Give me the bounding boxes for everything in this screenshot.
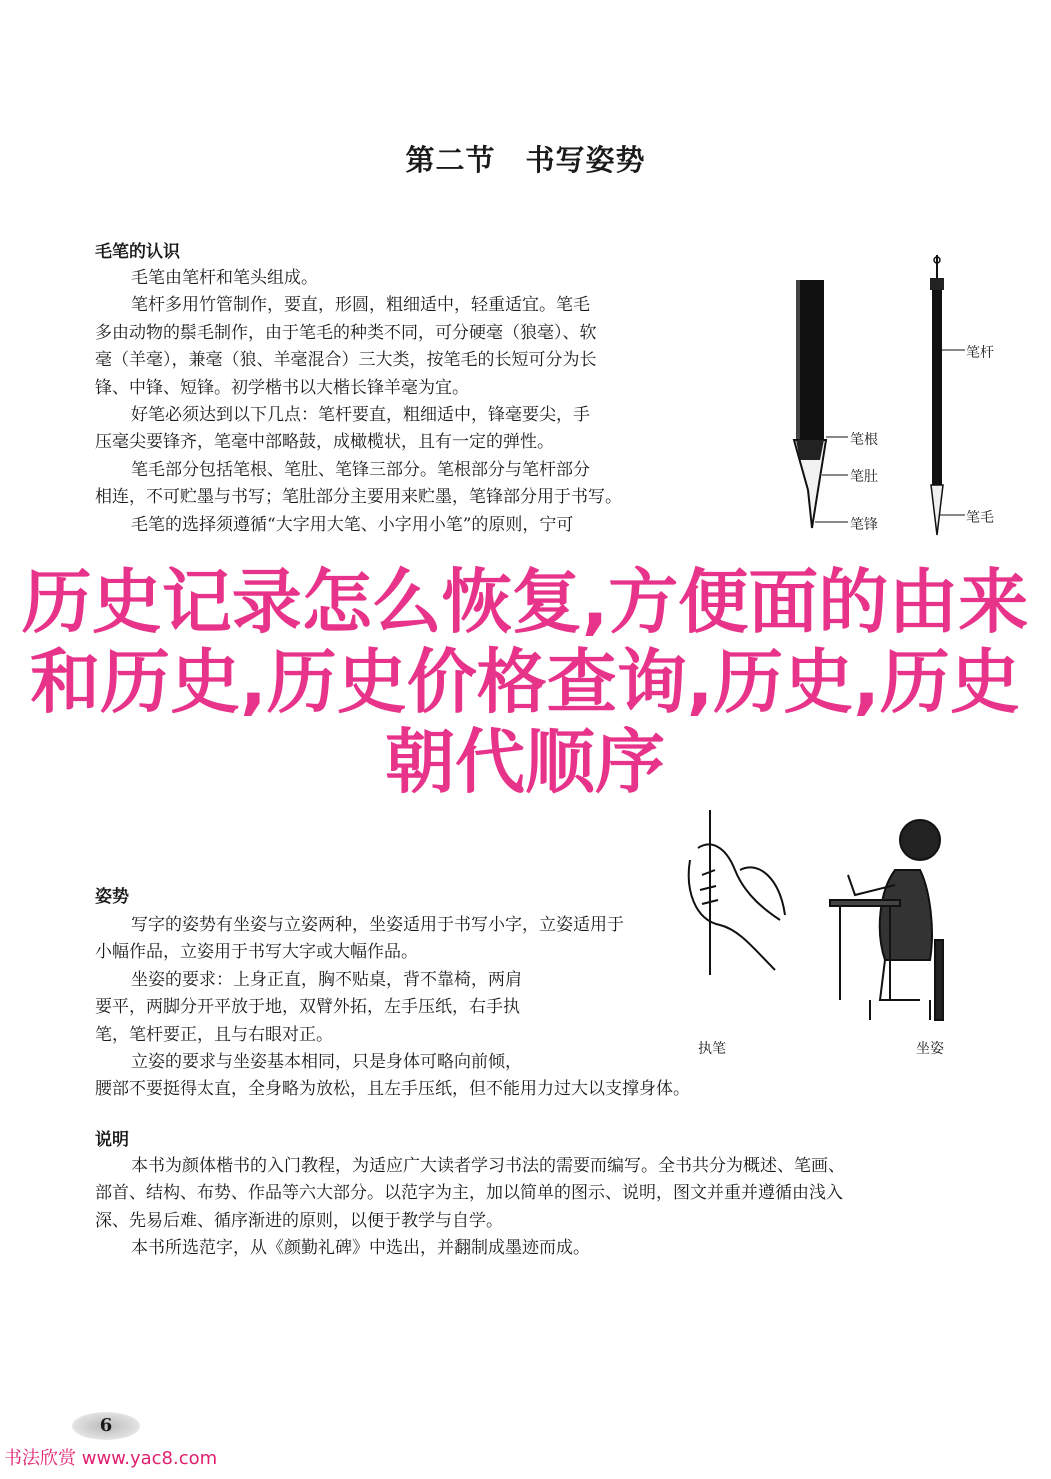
label-hold: 执笔 [698, 1041, 726, 1057]
paragraph-line: 本书为颜体楷书的入门教程，为适应广大读者学习书法的需要而编写。全书共分为概述、笔画、 [131, 1156, 845, 1176]
paragraph-line: 笔毛部分包括笔根、笔肚、笔锋三部分。笔根部分与笔杆部分 [131, 459, 590, 480]
page-number [72, 1412, 140, 1440]
paragraph-line: 坐姿的要求：上身正直，胸不贴桌，背不靠椅，两肩 [131, 969, 522, 990]
brush-heading: 毛笔的认识 [95, 242, 180, 262]
paragraph-line: 小幅作品，立姿用于书写大字或大幅作品。 [95, 942, 418, 963]
watermark: 书法欣赏 www.yac8.com [4, 1448, 218, 1469]
paragraph-line: 毫（羊毫），兼毫（狼、羊毫混合）三大类，按笔毛的长短可分为长 [95, 350, 597, 371]
large-brush-drawing [794, 280, 826, 528]
label-belly: 笔肚 [850, 469, 878, 485]
paragraph-line: 要平，两脚分开平放于地，双臂外拓，左手压纸，右手执 [95, 997, 520, 1018]
thin-brush-drawing [930, 255, 944, 535]
paragraph-line: 部首、结构、布势、作品等六大部分。以范字为主，加以简单的图示、说明，图文并重并遵循由浅入 [95, 1183, 843, 1204]
overlay-headline: 历史记录怎么恢复,方便面的由来和历史,历史价格查询,历史,历史朝代顺序 [21, 561, 1029, 803]
hand-holding-brush-drawing [689, 810, 785, 975]
notes-heading: 说明 [95, 1130, 129, 1150]
paragraph-line: 毛笔由笔杆和笔头组成。 [131, 268, 318, 288]
paragraph-line: 立姿的要求与坐姿基本相同，只是身体可略向前倾， [131, 1052, 522, 1073]
paragraph-line: 腰部不要挺得太直，全身略为放松，且左手压纸，但不能用力过大以支撑身体。 [95, 1079, 690, 1100]
paragraph-line: 好笔必须达到以下几点：笔杆要直，粗细适中，锋毫要尖，手 [131, 405, 590, 426]
posture-heading: 姿势 [95, 887, 129, 907]
paragraph-line: 笔，笔杆要正，且与右眼对正。 [95, 1024, 333, 1045]
notes-paragraphs [95, 1153, 985, 1263]
brush-illustration [760, 250, 1020, 550]
section-title: 第二节 书写姿势 [405, 143, 646, 177]
paragraph-line: 深、先易后难、循序渐进的原则，以便于教学与自学。 [95, 1210, 503, 1231]
label-shaft: 笔杆 [966, 345, 994, 361]
brush-paragraphs [95, 265, 695, 539]
paragraph-line: 多由动物的鬃毛制作，由于笔毛的种类不同，可分硬毫（狼毫）、软 [95, 322, 597, 343]
paragraph-line: 相连，不可贮墨与书写；笔肚部分主要用来贮墨，笔锋部分用于书写。 [95, 487, 622, 508]
paragraph-line: 笔杆多用竹管制作，要直，形圆，粗细适中，轻重适宜。笔毛 [131, 295, 590, 316]
paragraph-line: 毛笔的选择须遵循“大字用大笔、小字用小笔”的原则，宁可 [131, 514, 574, 535]
paragraph-line: 锋、中锋、短锋。初学楷书以大楷长锋羊毫为宜。 [95, 377, 469, 398]
posture-illustration [680, 800, 1010, 1060]
paragraph-line: 压毫尖要锋齐，笔毫中部略鼓，成橄榄状，且有一定的弹性。 [95, 432, 554, 453]
seated-writer-drawing [830, 820, 943, 1020]
label-hair: 笔毛 [966, 510, 994, 526]
paragraph-line: 写字的姿势有坐姿与立姿两种，坐姿适用于书写小字，立姿适用于 [131, 915, 624, 935]
label-tip: 笔锋 [850, 517, 878, 533]
page-number-text: 6 [99, 1415, 113, 1436]
label-sit: 坐姿 [916, 1041, 944, 1057]
label-root: 笔根 [850, 432, 878, 448]
paragraph-line: 本书所选范字，从《颜勤礼碑》中选出，并翻制成墨迹而成。 [131, 1238, 590, 1259]
posture-paragraphs [95, 912, 705, 1104]
